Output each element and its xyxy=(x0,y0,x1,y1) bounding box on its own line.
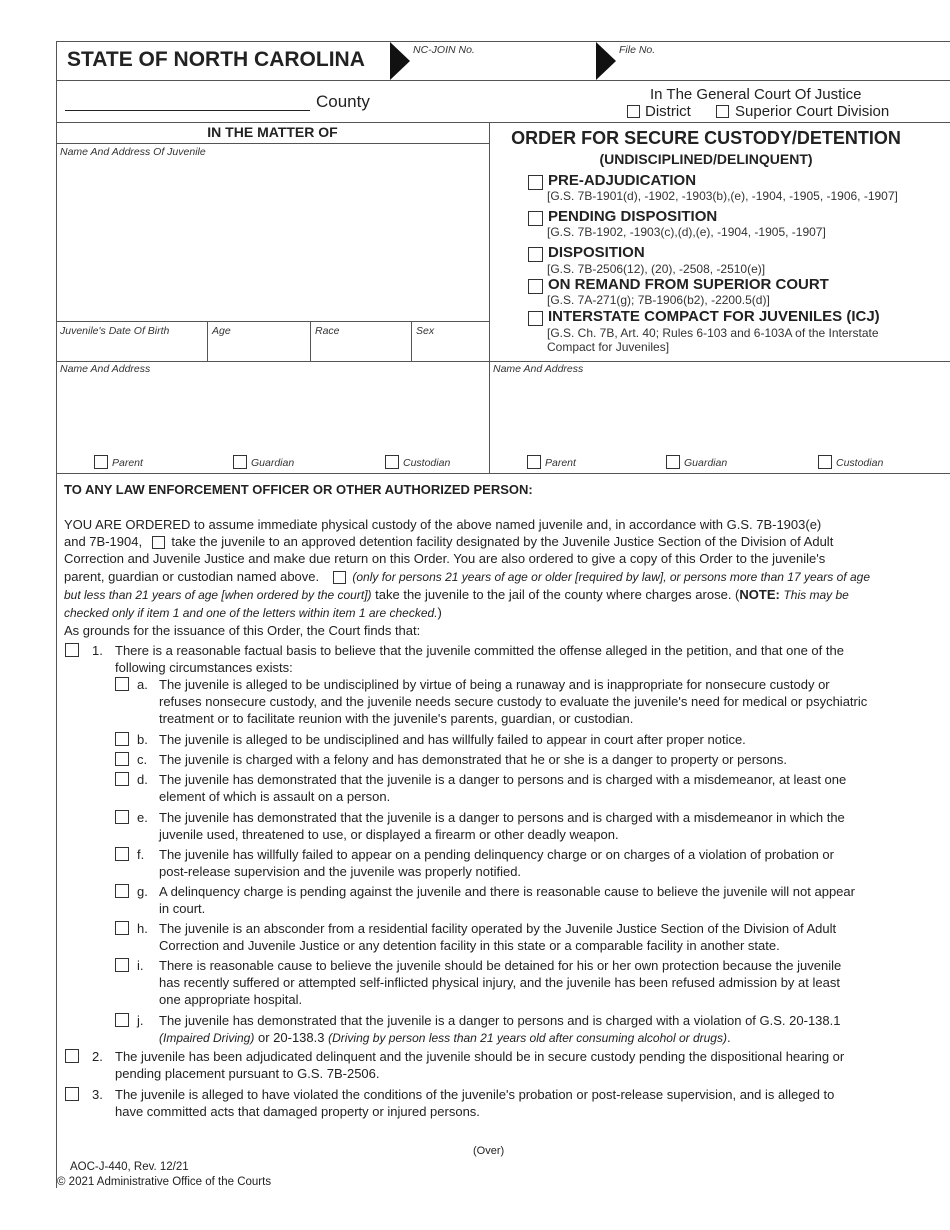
icj-checkbox[interactable] xyxy=(528,311,543,326)
order-paragraph xyxy=(64,516,916,622)
item-1i-letter: i. xyxy=(137,958,144,973)
detention-facility-checkbox[interactable] xyxy=(152,536,165,549)
item-1i-line-2: has recently suffered or attempted self-inflicted physical injury, and the juvenile has been refused admission by at least xyxy=(159,975,840,990)
disposition-title: DISPOSITION xyxy=(548,244,645,261)
to-officer-heading: TO ANY LAW ENFORCEMENT OFFICER OR OTHER AUTHORIZED PERSON: xyxy=(64,482,533,497)
item-1h-line-1: The juvenile is an absconder from a residential facility operated by the Juvenile Justice Section of the Division of Adult xyxy=(159,921,837,936)
over-note: (Over) xyxy=(473,1145,505,1157)
disposition-statutes: [G.S. 7B-2506(12), (20), -2508, -2510(e)] xyxy=(547,262,766,276)
dob-label: Juvenile's Date Of Birth xyxy=(60,325,170,337)
item-1i-checkbox[interactable] xyxy=(115,958,129,972)
sex-label: Sex xyxy=(416,325,435,337)
icj-statutes-line2: Compact for Juveniles] xyxy=(547,340,670,354)
item-1e-line-1: The juvenile has demonstrated that the juvenile is a danger to persons and is charged with a misdemeanor in which the xyxy=(159,810,845,825)
item-1a-checkbox[interactable] xyxy=(115,677,129,691)
icj-statutes: [G.S. Ch. 7B, Art. 40; Rules 6-103 and 6-103A of the Interstate xyxy=(547,326,879,340)
superior-court-label: Superior Court Division xyxy=(735,103,890,120)
item-1b-checkbox[interactable] xyxy=(115,732,129,746)
nc-join-label: NC-JOIN No. xyxy=(413,44,475,56)
item-2-number: 2. xyxy=(92,1049,103,1064)
pre-adjudication-statutes: [G.S. 7B-1901(d), -1902, -1903(b),(e), -1904, -1905, -1906, -1907] xyxy=(547,189,898,203)
item-3-checkbox[interactable] xyxy=(65,1087,79,1101)
party1-guardian-checkbox[interactable] xyxy=(233,455,247,469)
item-1a-line-1: The juvenile is alleged to be undisciplined by virtue of being a runaway and is inappropriate for nonsecure custody or xyxy=(159,677,830,692)
juvenile-name-address-label: Name And Address Of Juvenile xyxy=(60,146,206,158)
file-no-arrow-icon xyxy=(596,42,618,80)
form-number: AOC-J-440, Rev. 12/21 xyxy=(70,1161,189,1173)
race-label: Race xyxy=(315,325,340,337)
party1-parent-label: Parent xyxy=(112,457,143,469)
item-1-number: 1. xyxy=(92,643,103,658)
state-title: STATE OF NORTH CAROLINA xyxy=(67,48,365,71)
item-2-checkbox[interactable] xyxy=(65,1049,79,1063)
item-3-number: 3. xyxy=(92,1087,103,1102)
superior-court-checkbox[interactable] xyxy=(716,105,729,118)
party2-custodian-label: Custodian xyxy=(836,457,884,469)
item-1b-line-1: The juvenile is alleged to be undisciplined and has willfully failed to appear in court after proper notice. xyxy=(159,732,746,747)
item-1g-line-2: in court. xyxy=(159,901,206,916)
county-label: County xyxy=(316,92,370,111)
pre-adjudication-checkbox[interactable] xyxy=(528,175,543,190)
order-line-5: but less than 21 years of age [when ordered by the court]) take the juvenile to the jail of the county where charges arose. (NOTE: This may be xyxy=(64,586,849,602)
item-1g-checkbox[interactable] xyxy=(115,884,129,898)
item-1b-letter: b. xyxy=(137,732,148,747)
copyright: © 2021 Administrative Office of the Courts xyxy=(57,1176,272,1188)
pending-disposition-statutes: [G.S. 7B-1902, -1903(c),(d),(e), -1904, -1905, -1907] xyxy=(547,225,826,239)
pending-disposition-checkbox[interactable] xyxy=(528,211,543,226)
item-1-checkbox[interactable] xyxy=(65,643,79,657)
item-1h-checkbox[interactable] xyxy=(115,921,129,935)
party2-guardian-label: Guardian xyxy=(684,457,728,469)
item-1j-line-2: (Impaired Driving) or 20-138.3 (Driving by person less than 21 years old after consuming alcohol or drugs). xyxy=(159,1030,731,1045)
party2-name-address-label: Name And Address xyxy=(493,363,584,375)
item-1h-line-2: Correction and Juvenile Justice or any detention facility in this state or a comparable facility in another state. xyxy=(159,938,780,953)
remand-checkbox[interactable] xyxy=(528,279,543,294)
icj-title: INTERSTATE COMPACT FOR JUVENILES (ICJ) xyxy=(548,308,880,325)
item-2-line-2: pending placement pursuant to G.S. 7B-2506. xyxy=(115,1066,380,1081)
item-1a-line-2: refuses nonsecure custody, and the juvenile needs secure custody to evaluate the juvenile's need for medical or psychiatric xyxy=(159,694,868,709)
item-1i-line-3: one appropriate hospital. xyxy=(159,992,303,1007)
district-checkbox[interactable] xyxy=(627,105,640,118)
item-2-line-1: The juvenile has been adjudicated delinquent and the juvenile should be in secure custody pending the dispositional hearing or xyxy=(115,1049,845,1064)
item-1g-letter: g. xyxy=(137,884,148,899)
file-no-label: File No. xyxy=(619,44,656,56)
item-3-line-1: The juvenile is alleged to have violated the conditions of the juvenile's probation or post-release supervision, and is alleged to xyxy=(115,1087,835,1102)
item-1j-line-1: The juvenile has demonstrated that the juvenile is a danger to persons and is charged with a violation of G.S. 20-138.1 xyxy=(159,1013,841,1028)
party2-parent-checkbox[interactable] xyxy=(527,455,541,469)
party1-custodian-checkbox[interactable] xyxy=(385,455,399,469)
item-1f-line-2: post-release supervision and the juvenile was properly notified. xyxy=(159,864,522,879)
item-1a-letter: a. xyxy=(137,677,148,692)
item-1c-line-1: The juvenile is charged with a felony and has demonstrated that he or she is a danger to property or persons. xyxy=(159,752,787,767)
item-1-line-1: There is a reasonable factual basis to believe that the juvenile committed the offense alleged in the petition, and that one of the xyxy=(115,643,844,658)
party1-custodian-label: Custodian xyxy=(403,457,451,469)
item-1j-letter: j. xyxy=(137,1013,144,1028)
disposition-checkbox[interactable] xyxy=(528,247,543,262)
order-line-1: YOU ARE ORDERED to assume immediate physical custody of the above named juvenile and, in accordance with G.S. 7B-1903(e) xyxy=(64,517,822,532)
party2-custodian-checkbox[interactable] xyxy=(818,455,832,469)
order-line-2: and 7B-1904, take the juvenile to an approved detention facility designated by the Juvenile Justice Section of the Division of Adult xyxy=(64,534,834,550)
order-title: ORDER FOR SECURE CUSTODY/DETENTION xyxy=(511,128,901,148)
item-1e-letter: e. xyxy=(137,810,148,825)
item-1e-line-2: juvenile used, threatened to use, or displayed a firearm or other deadly weapon. xyxy=(159,827,619,842)
court-title: In The General Court Of Justice xyxy=(650,86,862,103)
item-1d-checkbox[interactable] xyxy=(115,772,129,786)
county-jail-checkbox[interactable] xyxy=(333,571,346,584)
party2-guardian-checkbox[interactable] xyxy=(666,455,680,469)
item-1h-letter: h. xyxy=(137,921,148,936)
party1-name-address-label: Name And Address xyxy=(60,363,151,375)
grounds-intro: As grounds for the issuance of this Order, the Court finds that: xyxy=(64,623,421,638)
county-line[interactable] xyxy=(65,110,310,111)
order-line-3: Correction and Juvenile Justice and make due return on this Order. You are also ordered to give a copy of this Order to the juvenile's xyxy=(64,551,826,567)
item-1j-checkbox[interactable] xyxy=(115,1013,129,1027)
order-line-4: parent, guardian or custodian named above. (only for persons 21 years of age or older [required by law], or persons more than 17 years of age xyxy=(64,568,870,584)
item-1d-letter: d. xyxy=(137,772,148,787)
party2-parent-label: Parent xyxy=(545,457,576,469)
age-label: Age xyxy=(212,325,231,337)
order-subtitle: (UNDISCIPLINED/DELINQUENT) xyxy=(599,151,813,167)
remand-statutes: [G.S. 7A-271(g); 7B-1906(b2), -2200.5(d)] xyxy=(547,293,770,307)
item-1c-checkbox[interactable] xyxy=(115,752,129,766)
pending-disposition-title: PENDING DISPOSITION xyxy=(548,208,718,225)
item-3-line-2: have committed acts that damaged property or injured persons. xyxy=(115,1104,480,1119)
item-1f-letter: f. xyxy=(137,847,145,862)
item-1i-line-1: There is reasonable cause to believe the juvenile should be detained for his or her own protection because the juvenile xyxy=(159,958,842,973)
item-1f-checkbox[interactable] xyxy=(115,847,129,861)
item-1f-line-1: The juvenile has willfully failed to appear on a pending delinquency charge or on charges of a violation of probation or xyxy=(159,847,834,862)
item-1e-checkbox[interactable] xyxy=(115,810,129,824)
item-1c-letter: c. xyxy=(137,752,148,767)
matter-heading: IN THE MATTER OF xyxy=(207,124,338,140)
juvenile-name-address-field[interactable] xyxy=(57,160,488,320)
item-1d-line-1: The juvenile has demonstrated that the juvenile is a danger to persons and is charged with a misdemeanor, at least one xyxy=(159,772,847,787)
remand-title: ON REMAND FROM SUPERIOR COURT xyxy=(548,276,829,293)
item-1d-line-2: element of which is assault on a person. xyxy=(159,789,391,804)
pre-adjudication-title: PRE-ADJUDICATION xyxy=(548,172,697,189)
item-1g-line-1: A delinquency charge is pending against the juvenile and there is reasonable cause to believe the juvenile will not appear xyxy=(159,884,855,899)
party1-guardian-label: Guardian xyxy=(251,457,295,469)
nc-join-arrow-icon xyxy=(390,42,412,80)
party1-parent-checkbox[interactable] xyxy=(94,455,108,469)
order-line-6: checked only if item 1 and one of the letters within item 1 are checked.) xyxy=(64,605,442,621)
item-1-line-2: following circumstances exists: xyxy=(115,660,293,675)
district-label: District xyxy=(645,103,691,120)
item-1a-line-3: treatment or to facilitate reunion with the juvenile's parents, guardian, or custodian. xyxy=(159,711,634,726)
